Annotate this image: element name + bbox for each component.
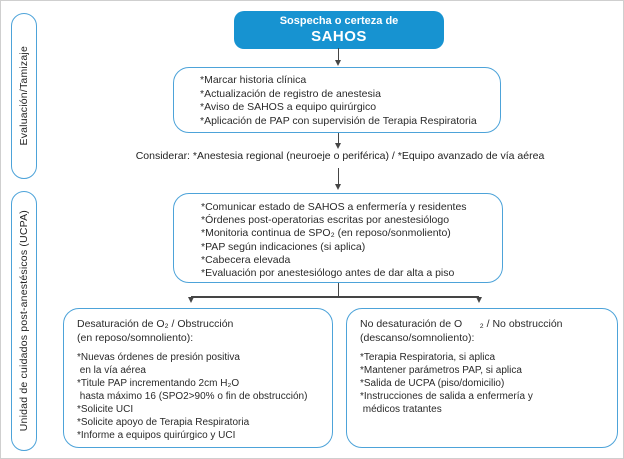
text-line: No desaturación de O ₂ / No obstrucción: [360, 318, 563, 330]
desaturation-obstruction-box: [63, 308, 333, 448]
text-line: *Comunicar estado de SAHOS a enfermería y residentes: [201, 201, 467, 213]
rail-section-evaluacion-tamizaje: [11, 13, 37, 179]
connector-line: [338, 168, 340, 185]
arrow-down-icon: [188, 297, 194, 303]
text-line: *Titule PAP incrementando 2cm H₂O: [77, 378, 240, 389]
text-line: hasta máximo 16 (SPO2>90% o fin de obstrucción): [77, 391, 308, 402]
text-line: *Órdenes post-operatorias escritas por anestesiólogo: [201, 214, 450, 227]
no-desaturation-box-items: [360, 351, 609, 416]
rail-section-ucpa: [11, 191, 37, 451]
text-line: *Solicite UCI: [77, 404, 134, 415]
text-line: (descanso/somnoliento):: [360, 331, 475, 344]
ucpa-care-box: [173, 193, 503, 283]
start-node-sahos: [234, 11, 444, 49]
text-line: *Nuevas órdenes de presión positiva: [77, 352, 240, 363]
start-node-subtitle: Sospecha o certeza de: [279, 15, 399, 27]
desaturation-box-title: [77, 318, 324, 345]
no-desaturation-box-title: [360, 318, 609, 345]
text-line: *Marcar historia clínica: [200, 74, 307, 86]
arrow-down-icon: [335, 143, 341, 149]
text-line: *Cabecera elevada: [201, 253, 291, 266]
text-line: *Solicite apoyo de Terapia Respiratoria: [77, 417, 250, 428]
text-line: *Salida de UCPA (piso/domicilio): [360, 378, 505, 389]
text-line: Desaturación de O₂ / Obstrucción: [77, 318, 234, 330]
text-line: *Aplicación de PAP con supervisión de Terapia Respiratoria: [200, 114, 477, 127]
text-line: *Informe a equipos quirúrgico y UCI: [77, 430, 236, 441]
text-line: *Evaluación por anestesiólogo antes de dar alta a piso: [201, 267, 455, 280]
connector-line: [338, 283, 340, 297]
connector-line: [191, 296, 479, 298]
text-line: médicos tratantes: [360, 404, 442, 415]
arrow-down-icon: [335, 184, 341, 190]
rail-label-ucpa: Unidad de cuidados post-anestésicos (UCPA): [18, 210, 30, 432]
evaluation-steps-box: [173, 67, 501, 133]
text-line: *Mantener parámetros PAP, si aplica: [360, 365, 522, 376]
no-desaturation-box: [346, 308, 618, 448]
arrow-down-icon: [476, 297, 482, 303]
text-line: *PAP según indicaciones (si aplica): [201, 240, 366, 253]
considerar-note: Considerar: *Anestesia regional (neuroeje o periférica) / *Equipo avanzado de vía aérea: [135, 150, 545, 162]
arrow-down-icon: [335, 60, 341, 66]
text-line: *Instrucciones de salida a enfermería y: [360, 391, 533, 402]
desaturation-box-items: [77, 351, 324, 442]
text-line: *Actualización de registro de anestesia: [200, 87, 381, 100]
text-line: (en reposo/somnoliento):: [77, 331, 194, 344]
text-line: *Terapia Respiratoria, si aplica: [360, 352, 496, 363]
text-line: *Monitoria continua de SPO₂ (en reposo/sonmoliento): [201, 227, 451, 240]
text-line: en la vía aérea: [77, 365, 146, 376]
text-line: *Aviso de SAHOS a equipo quirúrgico: [200, 101, 377, 113]
start-node-title: SAHOS: [311, 28, 367, 45]
rail-label-evaluacion: Evaluación/Tamizaje: [18, 46, 30, 146]
